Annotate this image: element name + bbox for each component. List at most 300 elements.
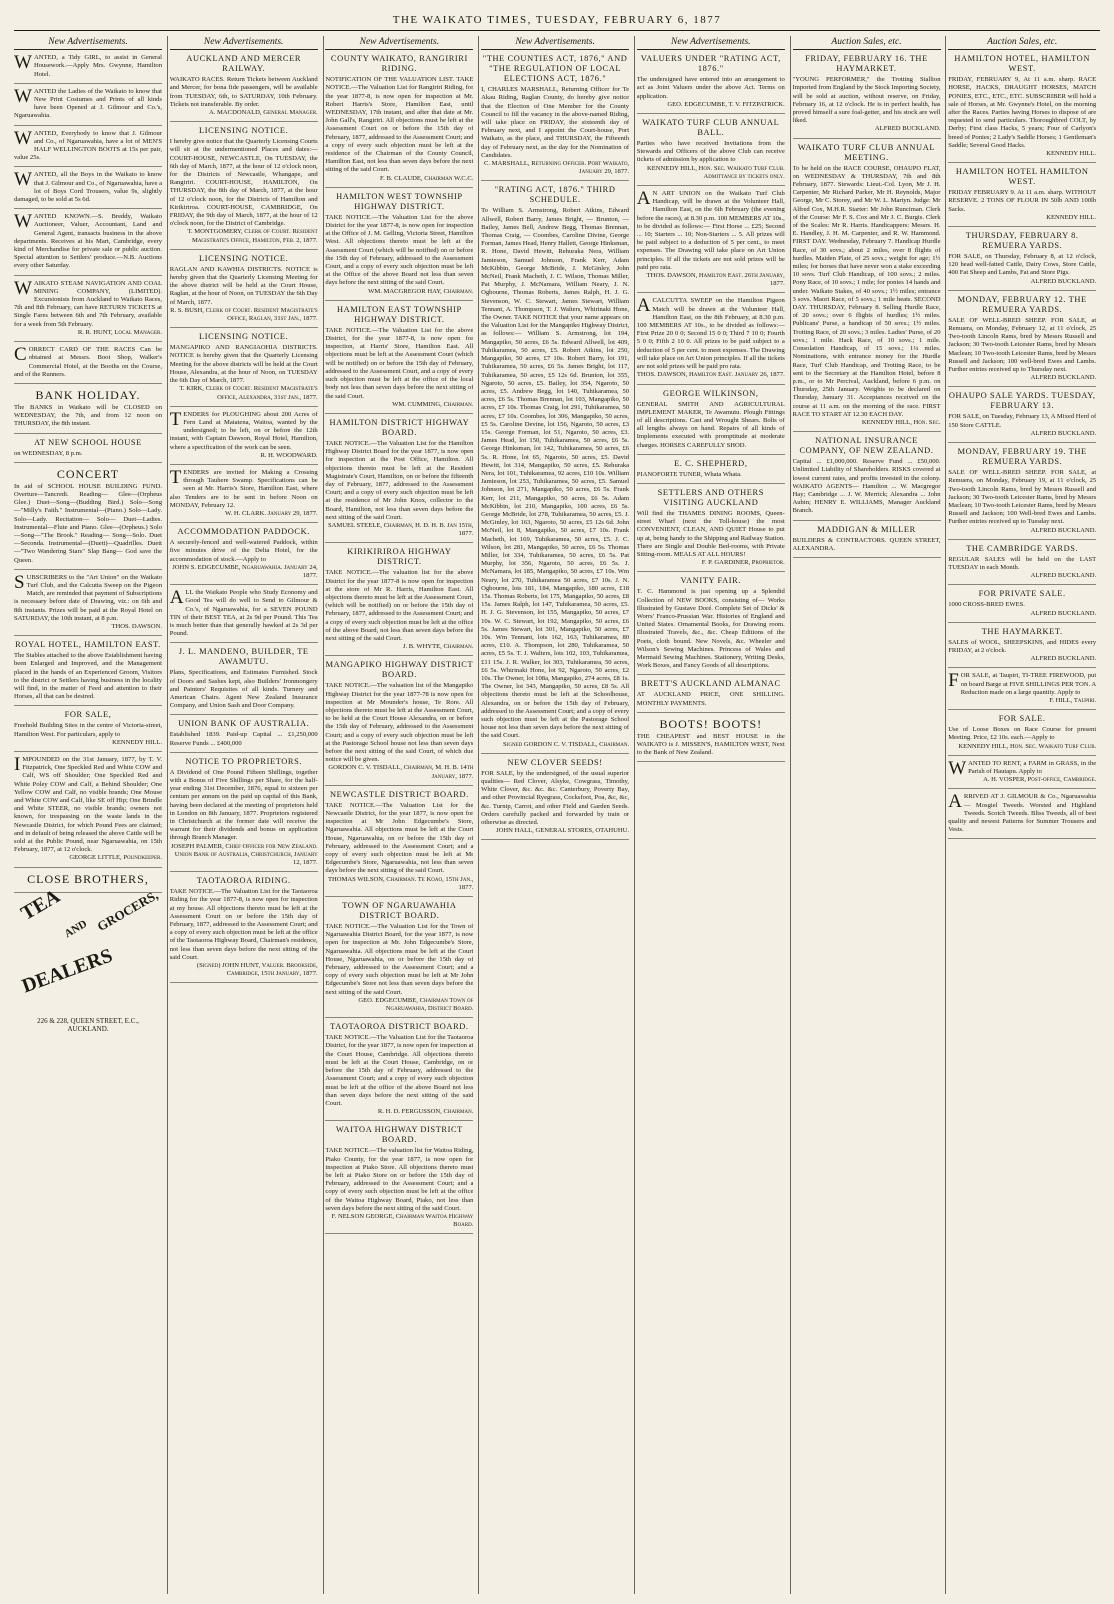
column-heading: New Advertisements. xyxy=(170,36,318,50)
advertisement xyxy=(325,1125,473,1234)
ad-signature: WM. MACGREGOR HAY, Chairman. xyxy=(368,287,474,295)
ad-text: ANTED TO RENT, a FARM in GRASS, in the Parish of Hautapu. Apply to xyxy=(968,759,1097,775)
ad-title: VANITY FAIR. xyxy=(680,576,742,586)
ad-text: Freehold Building Sites in the centre of Victoria-street, Hamilton West. For particulars, apply to xyxy=(14,722,162,738)
ad-text: Use of Loose Boxes on Race Course for present Meeting. Price, £2 10s. each.—Apply to xyxy=(948,726,1097,742)
ad-body xyxy=(793,76,941,125)
ad-text: FOR SALE, on Tuesday, February 13, A Mixed Herd of 150 Store CATTLE. xyxy=(948,413,1097,429)
advertisement xyxy=(637,459,785,484)
advertisement xyxy=(948,167,1096,227)
advertisement xyxy=(481,185,629,753)
masthead-rule xyxy=(14,30,1100,31)
ad-signature: JOHN S. EDGECUMBE, Ngaruawahia. January 24, 1877. xyxy=(172,563,318,579)
ad-signature: THOS. DAWSON, Hamilton East. 26th January, 1877. xyxy=(646,272,785,288)
ad-signature: SAMUEL STEELE, Chairman, H. D. H. B. Jan 15th, 1877. xyxy=(327,521,474,538)
ad-title: FOR SALE. xyxy=(998,714,1046,724)
drop-capital: W xyxy=(14,211,32,233)
drop-capital: A xyxy=(636,188,651,210)
ad-signature: T. KIRK, Clerk of Court. Resident Magistrate's Office, Alexandra, 31st Jan., 1877. xyxy=(179,385,318,401)
ad-title: HAMILTON EAST TOWNSHIP HIGHWAY DISTRICT. xyxy=(336,304,462,324)
ad-body xyxy=(481,207,629,740)
ad-body xyxy=(325,682,473,764)
ad-text: Capital ... £1,000,000. Reserve Fund ... £50,000. Unlimited Liability of Shareholders. RISKS covered at lowest current rates, and profits invested in the colony. WAIKATO AGENTS— Hamilton ... W. Macgregor Hay; Cambridge ... J. W. Merrick; Alexandra ... John Aubin; HENRY E. WILLIAMS, Manager Auckland Branch. xyxy=(792,458,941,515)
ad-body xyxy=(14,346,162,379)
ad-title: NOTICE TO PROPRIETORS. xyxy=(185,756,303,766)
ad-title: FOR PRIVATE SALE. xyxy=(978,589,1066,599)
ad-body xyxy=(637,297,785,371)
drop-capital: W xyxy=(14,127,32,149)
advertisement xyxy=(637,190,785,293)
ad-body xyxy=(325,76,473,174)
ad-text: FRIDAY FEBRUARY 9. At 11 a.m. sharp. WITHOUT RESERVE. 2 TONS OF FLOUR IN 50lb AND 100lb Sacks. xyxy=(948,189,1097,213)
ad-title: "THE COUNTIES ACT, 1876," AND "THE REGULATION OF LOCAL ELECTIONS ACT, 1876." xyxy=(482,54,628,84)
ad-title: BRETT'S AUCKLAND ALMANAC xyxy=(640,679,781,689)
footer-address-line: 226 & 228, QUEEN STREET, E.C., xyxy=(37,1016,139,1025)
advertisement xyxy=(170,126,318,250)
ad-title: MADDIGAN & MILLER xyxy=(817,524,916,534)
ad-body xyxy=(325,923,473,997)
ad-signature: ALFRED BUCKLAND. xyxy=(1030,609,1097,617)
ad-text: TAKE NOTICE.—The Valuation List for the Newcastle District, for the year 1877, is now open for inspection at Mr John Edgecumbe's Store, Ngaruawahia. All objections must be left at the Court House, Ngaruawahia, on or before the 15th day of February, addressed to the Assessment Court; and a copy of every such objection must be left at Mr Edgecumbe's Store, Ngaruawahia, not less than seven days before the next sitting of the said Court. xyxy=(325,801,474,875)
ad-title: LICENSING NOTICE. xyxy=(199,126,289,136)
ad-body xyxy=(14,571,162,623)
ad-signature: A. H. VOSPER, Post-office, Cambridge. xyxy=(983,776,1097,784)
ad-text: CALCUTTA SWEEP on the Hamilton Pigeon Match will be drawn at the Volunteer Hall, Hamilton East, on the 8th February, at 8.30 p.m. 100 MEMBERS AT 10s., to be divided as follows:— First Prize 20 0 0; Second 15 0 0; Third 7 10 0; Fourth 5 0 0; Fifth 2 10 0. All prizes to be paid subject to a deduction of 5 per cent. to meet expenses. The Drawing will take place on Art Union principles. If all the tickets are not sold prizes will be paid pro rata. xyxy=(636,297,785,371)
ad-signature: GEO. EDGECUMBE, Chairman Town of Ngaruawahia, District Board. xyxy=(358,996,474,1013)
advertisement xyxy=(325,1022,473,1121)
ad-text: TAKE NOTICE.—The valuation list for Waitoa Riding, Piako County, for the year 1877, is now open for inspection at Piako Store. All objections thereto must be left at Piako Store on or before the 15th day of February, addressed to the Assessment Court; and a copy of every such objection must be left at the office of the Waitoa Highway Board, Piako, not less than seven days before the next sitting of the said Court. xyxy=(325,1147,474,1212)
advertisement xyxy=(14,54,162,84)
ad-title: E. C. SHEPHERD, xyxy=(674,458,748,468)
ad-title: ROYAL HOTEL, HAMILTON EAST. xyxy=(15,640,161,650)
advertisement xyxy=(14,710,162,752)
advertisement xyxy=(948,589,1096,622)
column-heading: New Advertisements. xyxy=(481,36,629,50)
column-heading: New Advertisements. xyxy=(637,36,785,50)
ad-text: ENDERS are invited for Making a Crossing through Tauhere Swamp. Specifications can be seen at Mr. Harris's Store, Hamilton East, where also Tenders are to be sent in before Noon on MONDAY, February 12. xyxy=(169,468,318,509)
ad-text: I hereby give notice that the Quarterly Licensing Courts will sit at the undermentioned Places and dates:— COURT-HOUSE, NEWCASTLE, On TUESDAY, the 6th day of March, 1877, at the hour of 12 o'clock noon, for the Districts of Newcastle, Whangape, and Rangiriri. COURT-HOUSE, HAMILTON, On THURSDAY, the 8th day of March, 1877, at the hour of 12 o'clock noon, for the Districts of Hamilton and Kirikiriroa. COURT-HOUSE, CAMBRIDGE, On FRIDAY, the 9th day of March, 1877, at the hour of 12 o'clock noon, for the District of Cambridge. xyxy=(169,138,318,228)
ad-text: ANTED, a Tidy GIRL, to assist in General Housework.—Apply Mrs. Gwynne, Hamilton Hotel. xyxy=(33,54,162,78)
column-rule xyxy=(478,36,479,1594)
advertisement xyxy=(14,277,162,342)
column-2 xyxy=(170,36,318,1594)
ad-body xyxy=(793,537,941,553)
ad-text: TAKE NOTICE.—The Valuation List for the above District for the year 1877-8, is now open for inspection at the Office of J. M. Gelling, Victoria Street, Hamilton West. All objections thereto must be left at the Assessment Court (which will be notified) on or before the 15th day of February, addressed to the Assessment Court, and a copy of every such objection must be left at the Office of the above Board not less than seven days before the next sitting of the said Court. xyxy=(325,213,474,287)
column-4 xyxy=(481,36,629,1594)
advertisement xyxy=(948,672,1096,710)
ad-title: CLOSE BROTHERS, xyxy=(27,871,149,886)
ad-title: ACCOMMODATION PADDOCK. xyxy=(177,527,310,537)
advertisement xyxy=(637,717,785,763)
advertisement xyxy=(170,647,318,715)
ad-signature: GEO. EDGECUMBE, T. V. FITZPATRICK. xyxy=(667,100,785,108)
ad-text: A securely-fenced and well-watered Paddock, within five minutes drive of the Delta Hotel, for the accommodation of stock.—Apply to xyxy=(169,539,318,563)
ad-body xyxy=(14,756,162,854)
ad-signature: C. MARSHALL, Returning Officer. Port Waikato, January 29, 1877. xyxy=(483,160,630,176)
ad-body xyxy=(14,171,162,204)
advertisement xyxy=(170,332,318,406)
ad-body xyxy=(948,189,1096,214)
advertisement xyxy=(325,901,473,1018)
ad-text: The BANKS in Waikato will be CLOSED on WEDNESDAY, the 7th, and from 12 noon on THURSDAY, the 8th instant. xyxy=(14,403,162,428)
advertisement xyxy=(637,679,785,712)
ad-body xyxy=(948,413,1096,429)
ad-body xyxy=(170,539,318,564)
ad-body xyxy=(637,76,785,101)
ad-signature: A. MACDONALD, General Manager. xyxy=(208,109,318,117)
ad-title: CONCERT xyxy=(56,466,120,481)
ad-title: GEORGE WILKINSON, xyxy=(662,388,759,398)
ad-body xyxy=(14,404,162,429)
ad-body xyxy=(14,652,162,701)
masthead xyxy=(0,0,1114,40)
advertisement xyxy=(637,118,785,186)
ad-body xyxy=(170,731,318,747)
column-rule xyxy=(634,36,635,1594)
ad-signature: KENNEDY HILL. xyxy=(112,738,162,746)
ad-text: ANTED KNOWN.—S. Breddy, Waikato Auctioneer, Valuer, Accountant, Land and General Agent, transacts business in the above departments. Receives at his Mart, Cambridge, every kind of Merchandise for private sale or public auction. Special attention to Settlers' produce.—N.B. Auctions every other Saturday. xyxy=(14,213,162,270)
ad-body xyxy=(948,601,1096,609)
ad-signature: ALFRED BUCKLAND. xyxy=(1030,277,1097,285)
advertisement xyxy=(170,527,318,585)
ad-title: AT NEW SCHOOL HOUSE xyxy=(34,437,142,447)
ad-body xyxy=(170,344,318,385)
ad-signature: WM. CUMMING, Chairman. xyxy=(392,400,474,408)
advertisement xyxy=(325,660,473,785)
ad-body xyxy=(170,266,318,307)
advertisement xyxy=(169,466,318,523)
ad-title: THE CAMBRIDGE YARDS. xyxy=(966,543,1079,553)
column-1 xyxy=(14,36,162,1594)
ad-text: Established 1839. Paid-up Capital ... £1,250,000 Reserve Funds ... £400,000 xyxy=(169,731,318,747)
ad-title: LICENSING NOTICE. xyxy=(199,253,289,263)
ad-signature: KENNEDY HILL. xyxy=(1046,213,1097,221)
footer-address-line: AUCKLAND. xyxy=(67,1024,109,1033)
advertisement xyxy=(793,143,941,433)
advertisement xyxy=(170,719,318,752)
column-rule xyxy=(167,36,168,1594)
ad-text: GENERAL SMITH AND AGRICULTURAL IMPLEMENT MAKER, Te Awamutu. Plough Fittings of all descriptions. Cast and Wrought Shears. Bolts of all lengths always on hand. Repairs of all kinds of Implements executed with promptitude at moderate charges. HORSES CAREFULLY SHOD. xyxy=(636,400,785,449)
advertisement xyxy=(325,305,473,414)
ad-text: NOTIFICATION OF THE VALUATION LIST. TAKE NOTICE.—The Valuation List for Rangiriri Riding, for the year 1877-8, is now open for inspection at Mr. Robert Harris's Store, Hamilton East, until WEDNESDAY, 17th instant, and after that date at Mr. John Gall's, Rangiriri. All objections must be left at the Assessment Court on or before the 15th day of February, 1877, addressed to the Assessment Court; and a copy of every such objection must be left at the residence of the Chairman of the County Council, Hamilton East, not less than seven days before the next sitting of the said Court. xyxy=(325,76,474,174)
ad-body xyxy=(14,483,162,565)
ad-signature: Signed GORDON C. V. TISDALL, Chairman. xyxy=(503,740,630,748)
ad-signature: ALFRED BUCKLAND. xyxy=(1030,374,1097,382)
tea-word: GROCERS, xyxy=(94,886,161,934)
advertisement xyxy=(325,790,473,897)
ad-text: TAKE NOTICE.—The Valuation List for the Hamilton Highway District Board for the year 1877, is now open for inspection at the Post Office, Hamilton. All objections thereto must be left at the Resident Magistrate's Court, Hamilton, on or before the fifteenth day of February, 1877, addressed to the Assessment Court; and a copy of every such objection must be left at the residence of Mr John Knox, collector to the Board, Hamilton, not less than seven days before the next sitting of the said Court. xyxy=(325,439,474,521)
ad-text: TAKE NOTICE.—The Valuation List for the Taotaoroa District, for the year 1877, is now open for inspection at the Court House, Cambridge. All objections thereto must be left at the Court House, Cambridge, on or before the 15th day of February, addressed to the Assessment Court; and a copy of every such objection must be left at the office of the above Board not less than seven days before the next sitting of the said Court. xyxy=(325,1034,474,1107)
ad-body xyxy=(948,672,1096,697)
ad-text: N ART UNION on the Waikato Turf Club Handicap, will be drawn at the Volunteer Hall, Hamilton East, on the 6th February (the evening before the races), at 8.30 p.m. 100 MEMBERS AT 10s., to be divided as follows:— First Horse ... £25; Second ... 10; Starters ... 10; Non-Starters ... 5. All prizes will be paid subject to a deduction of 5 per cent., to meet expenses. The Drawing will take place on Art Union principles. If all the tickets are not sold prizes will be paid pro rata. xyxy=(636,190,785,271)
ad-body xyxy=(637,190,785,272)
ad-body xyxy=(948,317,1096,374)
drop-capital: I xyxy=(14,754,21,775)
ad-signature: F. HILL, Taupiri. xyxy=(1049,696,1097,704)
drop-capital: W xyxy=(948,757,967,779)
ad-signature: F. P. GARDINER, Proprietor. xyxy=(701,559,785,567)
ad-text: A Dividend of One Pound Fifteen Shillings, together with a Bonus of Five Shillings per Share, for the half-year ending 31st December, 1876, equal to sixteen per centum per annum on the paid up capital of this Bank, having been declared at the meeting of proprietors held in London on 8th January, 1877. Proprietors registered in Christchurch at the former date will receive the warrant for their dividends and bonus on application through Branch Manager. xyxy=(169,768,318,842)
advertisement xyxy=(948,391,1096,443)
ad-title: KIRIKIRIROA HIGHWAY DISTRICT. xyxy=(347,547,452,567)
ad-signature: R. H. WOODWARD. xyxy=(260,451,318,459)
advertisement xyxy=(14,127,162,168)
advertisement xyxy=(637,297,785,384)
ad-text: SALE OF WELL-BRED SHEEP. FOR SALE, at Remuera, on Monday, February 19, at 11 o'clock, 25 Two-tooth Lincoln Rams, bred by Messrs Russell and Jackson; 30 Two-tooth Leicester Rams, bred by Messrs Maclean; 10 Two-tooth Leicester Rams, bred by Messrs Russell and Jackson; 100 Well-bred Ewes and Lambs. Further entries received up to Tuesday next. xyxy=(948,469,1097,526)
ad-title: MANGAPIKO HIGHWAY DISTRICT BOARD. xyxy=(325,660,474,680)
ad-signature: (Signed) JOHN HUNT, Valuer. Brookside, Cambridge, 15th January, 1877. xyxy=(196,962,318,978)
column-heading: New Advertisements. xyxy=(325,36,473,50)
ad-text: To William S. Armstrong, Robert Atkins, Edward Allwell, Robert Barry, James Bright, — Brunton, — Bailey, James Bell, Andrew Begg, Thomas Brennan, Thomas Craig, — Coombes, Caroline Divine, George Forman, James Head, Henry Hallett, George Hinksman, R. Hone, David Hewitt, Rehuraka Nera, William Jamieson, Samuel Johnson, Frank Kerr, Adam McKibbin, George McBride, J. McGinley, John McNeil, Frank Macbeth, J. C. Wilson, Thomas Miller, Pat Murphy, J. McNamara, William Neary, J. N. Ogbourne, Thomas Roberts, James Ralph, H. J. G. Stevenson, W. C. Stewart, James Stewart, William Tennant, A. Thompson, T. J. Walters, Whirinaki Hone, The Owner. TAKE NOTICE that your name appears on the Valuation List for the Mangapiko Highway District, as follows:— William S. Armstrong, lot 194, Mangapiko, 50 acres, £6 5s. Edward Allwell, lot 409, Tuhikaramea, 50 acres, £5. Robert Atkins, lot 250, Mangapiko, 50 acres, £7 10s. Robert Barry, lot 191, Tuhikaramea, 50 acres, £6 5s. James Bright, lot 117, Tuhikaramea, 50 acres, £5 12s 6d. Brunton, lot 355, Ngaroto, 50 acres, £5. Bailey, lot 354, Ngaroto, 50 acres, £5. Andrew Begg, lot 140, Tuhikaramea, 50 acres, £6 5s. Thomas Brennan, lot 103, Mangapiko, 50 acres, £7 10s. Thomas Craig, lot 291, Tuhikaramea, 50 acres, £7 10s. Coombes, lot 306, Mangapiko, 50 acres, £5 5s. Caroline Devine, lot 156, Ngaroto, 50 acres, £3 15s. George Forman, lot 51, Ngaroto, 50 acres, £3. James Head, lot 150, Tuhikaramea, 50 acres, £6 5s. George Hinksman, lot 142, Tuhikaramea, 50 acres, £6 5s. R. Hone, lot 65, Ngaroto, 50 acres, £5. David Hewitt, lot 314, Mangapiko, 50 acres, £5. Rehuraka Nera, lot 101, Tuhikaramea, 92 acres, £10 10s. William Jamieson, lot 253, Tuhikaramea, 50 acres, £5. Samuel Johnson, lot 271, Mangapiko, 50 acres, £6 5s. Frank Kerr, lot 211, Mangapiko, 50 acres, £6 5s. Adam McKibbin, lot 210, Mangapiko, 100 acres, £6 5s. George McBride, lot 278, Tuhikaramea, 50 acres, £5. J. McGinley, lot 163, Ngaroto, 50 acres, £5 12s 6d. John McNeil, lot 8, Mangapiko, 50 acres, £7 10s. Frank Macbeth, lot 169, Tuhikaramea, 50 acres, £5. J. C. Wilson, lot 281, Mangapiko, 50 acres, £6 5s. Thomas Miller, lot 334, Tuhikaramea, 50 acres, £6 5s. Pat Murphy, lot 356, Ngaroto, 50 acres, £6 5s. J. McNamara, lot 185, Mangapiko, 50 acres, £7 10s. Wm Neary, lot 270, Tuhikaramea 50 acres, £7 10s. J. N. Ogbourne, lots 181, 184, Mangapiko, 180 acres, £18 15s. Thomas Roberts, lot 175, Mangapiko, 50 acres, £8 15s. James Ralph, lot 147, Tuhikaramea, 50 acres, £5. H. J. G. Stevenson, lot 155, Mangapiko, 50 acres, £7 10s. W. C. Stewart, lot 192, Mangapiko, 50 acres, £6 5s. James Stewart, lot 301, Mangapiko, 50 acres, £7 10s. Wm Tennant, lots 162, 163, Tuhikaramea, 80 acres, £10. A. Thompson, lot 280, Tuhikaramea, 50 acres, £5 5s. T. J. Walters, lots 102, 103, Tuhikaramea, £11 15s. J. R. Walker, lot 303, Tuhikaramea, 50 acres, £6 5s. Whirinaki Hone, lot 92, Ngaroto, 50 acres, £2 10s. The Owner, lot 108a, Mangapiko, 274 acres, £8 1s. The Owner, lot 343, Mangapiko, 50 acres, £8 5s. All objections thereto must be left at the Schoolhouse, Alexandra, on or before the 15th day of February, addressed to the Assessment Court; and a copy of every such objection must be left at the Pastorage School house not less than seven days before the next sitting of the said Court. xyxy=(481,207,630,740)
ad-title: BANK HOLIDAY. xyxy=(35,387,141,402)
ad-title: COUNTY WAIKATO, RANGIRIRI RIDING. xyxy=(330,54,468,74)
drop-capital: A xyxy=(636,295,651,317)
newspaper-columns xyxy=(14,36,1104,1596)
ad-text: T. C. Hammond is just opening up a Splendid Collection of NEW BOOKS, consisting of— Works Illustrated by Gustave Doré. Complete Set of Dicks' & Worrs' Franco-Prussian War. Histories of England and United States. Ornamental Books, for Drawing room. Illustrated Travels, &c., &c. Cheap Editions of the Poets, cloth bound. New Novels, &c. Wheeler and Wilson's Sewing Machines. Princess of Wales and Mermaid Sewing Machines. Stationery, Writing Desks, Work Boxes, and Fancy Goods of all descriptions. xyxy=(636,588,785,670)
ad-text: FOR SALE, by the undersigned, of the usual superior qualities— Red Clover, Alsyke, Cowgrass, Timothy, White Clover, &c. &c. &c. Canterbury, Poverty Bay, and other Provincial Ryegrass, Cocksfoot, Poa, &c, &c, &c. Turnip, Carrot, and other Field and Garden Seeds. Orders carefully packed and forwarded by train or otherwise as directed. xyxy=(481,769,630,827)
ad-body xyxy=(948,76,1096,150)
ad-signature: R. S. BUSH, Clerk of Court. Resident Magistrate's Office, Raglan, 31st Jan., 1877. xyxy=(170,306,318,323)
drop-capital: S xyxy=(14,571,25,593)
advertisement xyxy=(14,85,162,126)
ad-body xyxy=(325,1147,473,1213)
ad-signature: ALFRED BUCKLAND. xyxy=(1030,572,1097,580)
ad-body xyxy=(325,214,473,288)
ad-text: AT AUCKLAND PRICE, ONE SHILLING. MONTHLY PAYMENTS. xyxy=(636,691,785,707)
advertisement xyxy=(325,54,473,188)
ad-title: VALUERS UNDER "RATING ACT, 1876." xyxy=(640,54,781,74)
ad-text: In aid of SCHOOL HOUSE BUILDING FUND. Overture—Tancredi. Reading— Glee—(Orpheus Glee.) Duet—Song—(Budding Bird.) Solo—Song—"Milly's Faith." Instrumental—(Piano.) Solo—Lady. Solo—Lady. Recitation— Solo— Duet—Ladies. Instrumental—Flute and Piano. Glee—(Orpheus.) Solo—Song—"The Brook." Reading— Song—Solo. Duet—Seconda. Instrumental—(Duett)—Quadrilles. Duett—"Two Wandering Stars" Slap Bang— God save the Queen. xyxy=(14,482,162,564)
advertisement xyxy=(637,389,785,455)
ad-signature: F. NELSON GEORGE, Chairman Waitoa Highway Board. xyxy=(331,1212,474,1229)
advertisement xyxy=(14,571,162,636)
tea-word: AND xyxy=(62,917,90,940)
advertisement xyxy=(948,627,1096,669)
advertisement xyxy=(637,576,785,675)
ad-title: MONDAY, FEBRUARY 19. THE REMUERA YARDS. xyxy=(957,447,1087,467)
advertisement xyxy=(14,467,162,570)
ad-title: HAMILTON HOTEL HAMILTON WEST. xyxy=(955,167,1089,187)
ad-signature: KENNEDY HILL. xyxy=(1046,150,1097,158)
ad-text: FRIDAY, FEBRUARY 9, At 11 a.m. sharp. RACE HORSE, HACKS, DRAUGHT HORSES, MATCH PONIES, ETC., ETC., ETC. SUBSCRIBER will hold a sale of Horses, at Mr. Gwynne's Hotel, on the morning after the Races. Parties having Horses to dispose of are requested to send particulars. Thoroughbred COLT, by Derby; First class Hacks, 5 years; Four of Carlyon's breed of Ponies; 2 Lady's Saddle Horses; 1 Gentleman's Saddle; Several Good Hacks. xyxy=(948,76,1097,149)
ad-signature: KENNEDY HILL, Hon. Sec. Waikato Turf Club. xyxy=(958,742,1097,750)
ad-signature: ALFRED BUCKLAND. xyxy=(1030,526,1097,534)
ad-body xyxy=(637,733,785,758)
ad-body xyxy=(325,802,473,876)
ad-signature: GORDON C. V. TISDALL, Chairman, M. H. B. 14th January, 1877. xyxy=(328,764,474,780)
ad-signature: R. H. D. FERGUSSON, Chairman. xyxy=(377,1108,474,1116)
drop-capital: C xyxy=(14,344,27,366)
advertisement xyxy=(948,793,1096,839)
ad-title: FOR SALE, xyxy=(64,710,112,720)
ad-body xyxy=(948,253,1096,278)
ad-body xyxy=(14,85,162,121)
advertisement xyxy=(793,525,941,558)
ad-text: MANGAPIKO AND RANGIAOHIA DISTRICTS. NOTICE is hereby given that the Quarterly Licensing Meeting for the above districts will be held at the Court House, Alexandra, at the hour of Noon, on TUESDAY the 6th Day of March, 1877. xyxy=(169,344,318,385)
advertisement xyxy=(325,192,473,301)
ad-title: AUCKLAND AND MERCER RAILWAY. xyxy=(186,54,302,74)
advertisement xyxy=(793,54,941,138)
ad-text: RRIVED AT J. GILMOUR & Co., Ngaruawahia— Mosgiel Tweeds. Worsted and Highland Tweeds. Scotch Tweeds. Bliss Tweeds, all of best quality and newest Patterns for Summer Trousers and Vests. xyxy=(948,793,1097,834)
ad-body xyxy=(637,140,785,165)
advertisement xyxy=(948,757,1097,790)
ad-body xyxy=(637,401,785,450)
advertisement xyxy=(481,54,629,181)
newspaper-masthead-title: THE WAIKATO TIMES, TUESDAY, FEBRUARY 6, 1877 xyxy=(392,14,722,26)
ad-text: REGULAR SALES will be held on the LAST TUESDAY in each Month. xyxy=(948,555,1097,571)
ad-text: Parties who have received Invitations from the Stewards and Officers of the above Club can receive tickets of admission by application to xyxy=(636,140,785,164)
ad-text: on WEDNESDAY, 8 p.m. xyxy=(14,449,83,457)
ad-text: PIANOFORTE TUNER, Whata Whata. xyxy=(636,470,742,478)
ad-title: UNION BANK OF AUSTRALIA. xyxy=(178,719,310,729)
column-rule xyxy=(323,36,324,1594)
ad-text: TAKE NOTICE.—The valuation list for the above District for the year 1877-8 is now open for inspection at the store of Mr R. Harris, Hamilton East. All objections thereto must be left at the Assessment Court, (which will be notified) on or before the 15th day of February, 1877, addressed to the Assessment Court; and a copy of every such objection must be left at the office of the above Board, not less than seven days before the next sitting of the said Court. xyxy=(325,569,474,642)
ad-body xyxy=(325,440,473,522)
ad-text: The undersigned have entered into an arrangement to act as Joint Valuers under the above Act. Terms on application. xyxy=(636,76,785,100)
ad-body xyxy=(170,138,318,228)
ad-title: TAOTAOROA RIDING. xyxy=(196,876,291,886)
ad-text: SALES of WOOL, SHEEPSKINS, and HIDES every FRIDAY, at 2 o'clock. xyxy=(948,638,1097,654)
ad-body xyxy=(14,213,162,270)
advertisement xyxy=(325,547,473,656)
ad-body xyxy=(481,770,629,827)
ad-title: TOWN OF NGARUAWAHIA DISTRICT BOARD. xyxy=(342,901,457,921)
ad-title: MONDAY, FEBRUARY 12. THE REMUERA YARDS. xyxy=(957,294,1087,314)
ad-body xyxy=(325,1034,473,1108)
advertisement xyxy=(170,254,318,328)
ad-body xyxy=(169,466,318,510)
ad-body xyxy=(793,458,941,515)
ad-signature: R. R. HUNT, Local Manager. xyxy=(77,328,162,336)
ad-body xyxy=(170,76,318,109)
advertisement xyxy=(14,346,162,384)
ad-title: NEWCASTLE DISTRICT BOARD. xyxy=(329,789,469,799)
ad-title: FRIDAY, FEBRUARY 16. THE HAYMARKET. xyxy=(805,54,928,74)
ad-body xyxy=(948,793,1096,834)
ad-text: THE CHEAPEST and BEST HOUSE in the WAIKATO is J. MISSEN'S, HAMILTON WEST, Next to the Bank of New Zealand. xyxy=(636,732,785,757)
drop-capital: W xyxy=(14,52,32,74)
ad-title: THE HAYMARKET. xyxy=(981,626,1063,636)
ad-signature: W. H. CLARK. January 29, 1877. xyxy=(225,509,318,517)
advertisement xyxy=(170,589,318,643)
advertisement xyxy=(948,231,1096,291)
advertisement xyxy=(637,54,785,114)
ad-text: TAKE NOTICE.—The Valuation List for the Town of Ngaruawahia District Board, for the year 1877, is now open for inspection at Mr. John Edgecumbe's Store, Ngaruawahia. All objections must be left at the Court House, Ngaruawahia, on or before the 15th day of February, addressed to the Assessment Court; and a copy of every such objection must be left at Mr John Edgecumbe's Store not less than seven days before the next sitting of the said Court. xyxy=(325,923,474,996)
ad-body xyxy=(325,569,473,643)
advertisement xyxy=(170,757,318,872)
advertisement xyxy=(14,872,162,893)
ad-signature: J. B. WHYTE, Chairman. xyxy=(402,643,474,651)
ad-title: NATIONAL INSURANCE COMPANY, OF NEW ZEALAND. xyxy=(799,436,934,456)
ad-text: TAKE NOTICE.—The valuation list of the Mangapiko Highway District for the year 1877-78 is now open for inspection at Mr Mounder's house, Te Rore. All objections thereto must be left at the Assessment Court, to be held at the Court House Alexandra, on or before the 15th day of February, addressed to the Assessment Court; and a copy of every such objection must be left at the Pastorage School house not less than seven days before the next sitting of the said Court, of which due notice will be given. xyxy=(325,682,474,764)
drop-capital: W xyxy=(14,169,32,191)
ad-body xyxy=(169,408,318,452)
ad-body xyxy=(14,54,162,79)
ad-text: WAIKATO RACES. Return Tickets between Auckland and Mercer, for bona fide passengers, will be available from TUESDAY, 6th, to SATURDAY, 10th February. Tickets not transferable. By order. xyxy=(169,76,318,108)
ad-body xyxy=(637,691,785,707)
ad-title: WAIKATO TURF CLUB ANNUAL BALL. xyxy=(642,118,780,138)
ad-text: UBSCRIBERS to the "Art Union" on the Waikato Turf Club, and the Calcutta Sweep on the Pigeon Match, are reminded that payment of Subscriptions is necessary before date of Drawing, viz.: on 6th and 8th instants. Prizes will be paid at the Royal Hotel on SATURDAY, the 10th instant, at 8 p.m. xyxy=(14,573,162,622)
ad-text: AIKATO STEAM NAVIGATION AND COAL MINING COMPANY, (LIMITED). Excursionists from Auckland to Waikato Races, 7th and 8th February, can have RETURN TICKETS at Single Fares between 6th and 7th February, available for a week from 5th February. xyxy=(14,279,162,328)
ad-text: Will find the THAMES DINING ROOMS, Queen-street Wharf (next the Toll-house) the most CONVENIENT, CLEAN, AND QUIET House to put up at, being handy to the Shipping and Railway Station. There are Single and Double Bed-rooms, with Private Sitting-room. MEALS AT ALL HOURS! xyxy=(636,509,785,558)
drop-capital: F xyxy=(948,670,959,692)
ad-signature: T. MONTGOMERY, Clerk of Court. Resident Magistrate's Office, Hamilton, Feb. 2, 1877. xyxy=(187,228,318,244)
ad-signature: THOS. DAWSON. xyxy=(111,622,162,630)
advertisement xyxy=(14,171,162,209)
ad-body xyxy=(170,669,318,710)
drop-capital: A xyxy=(169,587,184,609)
ad-signature: ALFRED BUCKLAND. xyxy=(874,125,941,133)
ad-title: WAITOA HIGHWAY DISTRICT BOARD. xyxy=(335,1125,463,1145)
ad-title: HAMILTON HOTEL, HAMILTON WEST. xyxy=(954,54,1090,74)
ad-text: Plans, Specifications, and Estimates Furnished. Stock of Doors and Sashes kept, also Builders' Ironmongery and Painters' Requisites of all kinds. Turnery and American Chairs. Agent New Zealand Insurance Company, and Union Sash and Door Company. xyxy=(169,669,318,710)
ad-title: SETTLERS AND OTHERS VISITING AUCKLAND xyxy=(657,487,764,507)
ad-text: 1000 CROSS-BRED EWES. xyxy=(948,601,1025,609)
drop-capital: T xyxy=(169,466,182,488)
ad-body xyxy=(14,127,162,163)
ad-title: OHAUPO SALE YARDS. TUESDAY, FEBRUARY 13. xyxy=(948,391,1096,411)
advertisement xyxy=(637,488,785,572)
ad-title: J. L. MANDENO, BUILDER, TE AWAMUTU. xyxy=(178,647,309,667)
ad-text: RAGLAN AND KAWHIA DISTRICTS. NOTICE is hereby given that the Quarterly Licensing Meeting for the above district will be held at the Court House, Raglan, at the hour of Noon, on TUESDAY the 6th Day of March, 1877. xyxy=(169,265,318,306)
ad-text: BUILDERS & CONTRACTORS. QUEEN STREET, ALEXANDRA. xyxy=(792,536,941,552)
ad-body xyxy=(170,769,318,843)
ad-title: THURSDAY, FEBRUARY 8. REMUERA YARDS. xyxy=(965,231,1079,251)
ad-title: NEW CLOVER SEEDS! xyxy=(507,757,603,767)
ad-body xyxy=(14,450,162,458)
ad-text: ANTED, Everybody to know that J. Gilmour and Co., of Ngaruawahia, have a lot of MEN'S HALF WELLINGTON BOOTS at 15s per pair, value 25s. xyxy=(14,129,162,162)
column-6 xyxy=(793,36,941,1594)
column-3 xyxy=(325,36,473,1594)
ad-text: MPOUNDED on the 31st January, 1877, by T. V. Fitzpatrick, One Speckled Red and White COW and Calf, WS off Shoulder; One Speckled Red and White Poley COW and Calf, a Behind Shoulder; One Yellow COW and Calf, no visible brands; One Mouse and White COW and Calf, like SE off Hip; One Brindle and White STEER, no visible brands; owners not known, for trespassing on the waste lands in the Newcastle District, for which Pound Fees are claimed; and in default of being released the above Cattle will be sold at the Public Pound, near Ngaruawahia, on 15th February, 1877, at 12 o'clock. xyxy=(14,756,162,854)
ad-text: To be held on the RACE COURSE, OHAUPO FLAT, on WEDNESDAY & THURSDAY, 7th and 8th February, 1877. Stewards: Lieut.-Col. Lyon, Mr J. H. Carpenter, Mr Richard Parker, Mr H. Reynolds, Major George, Mr C. Storey, and Mr W. L. Martyn. Judge: Mr Alfred Cox, M.H.R. Starter: Mr John Runciman. Clerk of the Course: Mr F. S. Cox and Mr J. C. Burgis. Clerk of the Scales: Mr R. Harris. Handicappers: Messrs. H. E. Handley, J. H. M. Carpenter, and R. W. Hammond. FIRST DAY. Wednesday, February 7. Handicap Hurdle Race, of 30 sovs.; about 2 miles, over 8 flights of hurdles. Maiden Plate, of 25 sovs.; weight for age; 1½ miles; for horses that have never won a stake exceeding 10 sovs. Turf Club Handicap, of 100 sovs.; 2 miles. Pony Race, of 10 sovs.; 1 mile; for ponies 14 hands and under. Waikato Stakes, of 40 sovs.; 1½ miles; entrance 3 sovs. Maori Race, of 5 sovs.; 1 mile heats. SECOND DAY. THURSDAY, February 8. Selling Hurdle Race, of 20 sovs.; over 6 flights of hurdles; 1½ miles. Publicans' Purse, a handicap of 50 sovs.; 1½ miles. Trotting Race, of 20 sovs.; 3 miles. Ladies' Purse, of 20 sovs.; 1 mile. Hack Race, of 10 sovs.; 1 mile. Consolation Handicap, of 15 sovs.; 1¼ miles. Nominations, with entrance money for the Hurdle Race, Turf Club Handicap, and Trotting Race, to be sent to the Secretary at the Hamilton Hotel, before 8 p.m., or to Mr Percival, Auckland, before 6 p.m. on Thursday, 25th January. Weights to be declared on Thursday, January 31. Acceptances received on the course at 11 a.m. on the morning of the race. FIRST RACE TO START AT 12.30 EACH DAY. xyxy=(792,164,941,418)
ad-signature: KENNEDY HILL, Hon. Sec. xyxy=(861,418,941,426)
ad-text: The Stables attached to the above Establishment having been Enlarged and Improved, and the Management placed in the hands of an Experienced Groom, Visitors to the district or Settlers having business in the locality will find, in the matter of Feed and attention to their Horses, all that can be desired. xyxy=(14,652,162,701)
ad-title: TAOTAOROA DISTRICT BOARD. xyxy=(330,1022,469,1032)
ad-body xyxy=(637,471,785,479)
column-rule xyxy=(945,36,946,1594)
column-7 xyxy=(948,36,1096,1594)
column-heading: Auction Sales, etc. xyxy=(793,36,941,50)
ad-title: HAMILTON DISTRICT HIGHWAY BOARD. xyxy=(329,417,470,437)
drop-capital: W xyxy=(14,85,32,107)
ad-body xyxy=(14,722,162,738)
ad-text: I, CHARLES MARSHALL, Returning Officer for Te Akau Riding, Raglan County, do hereby give notice that the Election of One Member for the County Council to fill the vacancy in the above-named Riding, will take place on FRIDAY, the sixteenth day of February next, and I appoint the Court-house, Port Waikato, as the place, and THURSDAY, the Fifteenth day of February next, as the day for the Nomination of Candidates. xyxy=(481,86,630,159)
ad-body xyxy=(637,588,785,670)
drop-capital: A xyxy=(948,791,962,813)
advertisement xyxy=(14,213,162,275)
tea-word: TEA xyxy=(17,884,64,925)
advertisement xyxy=(170,876,318,983)
ad-signature: ALFRED BUCKLAND. xyxy=(1030,655,1097,663)
ad-body xyxy=(948,757,1097,779)
advertisement xyxy=(793,436,941,520)
column-heading: Auction Sales, etc. xyxy=(948,36,1096,50)
ad-signature: GEORGE LITTLE, Poundkeeper. xyxy=(69,854,162,862)
advertisement xyxy=(325,418,473,543)
ad-signature: F. B. CLAUDE, Chairman W.C.C. xyxy=(380,174,474,182)
ad-text: OR SALE, at Taupiri, TI-TREE FIREWOOD, put on board Barge at FIVE SHILLINGS PER TON. A Reduction made on a large quantity. Apply to xyxy=(960,672,1097,696)
column-heading: New Advertisements. xyxy=(14,36,162,50)
ad-text: TAKE NOTICE.—The Valuation List for the above District, for the year 1877-8, is now open for inspection, at Harris' Store, Hamilton East. All objections must be left at the Assessment Court (which will be notified) on or before the 15th day of February, addressed to the Assessment Court, and a copy of every such objection must be left at the office of the local body not less than seven days before the next sitting of the said Court. xyxy=(325,326,474,400)
advertisement xyxy=(14,388,162,434)
advertisement xyxy=(14,438,162,463)
ad-body xyxy=(325,327,473,401)
ad-body xyxy=(948,639,1096,655)
advertisement xyxy=(948,714,1096,756)
ad-text: ORRECT CARD OF THE RACES Can be obtained at Messrs. Boot Shop, Walker's Commercial Hotel, at the Booths on the Course, and of the Runners. xyxy=(14,346,162,378)
advertisement xyxy=(948,295,1096,388)
